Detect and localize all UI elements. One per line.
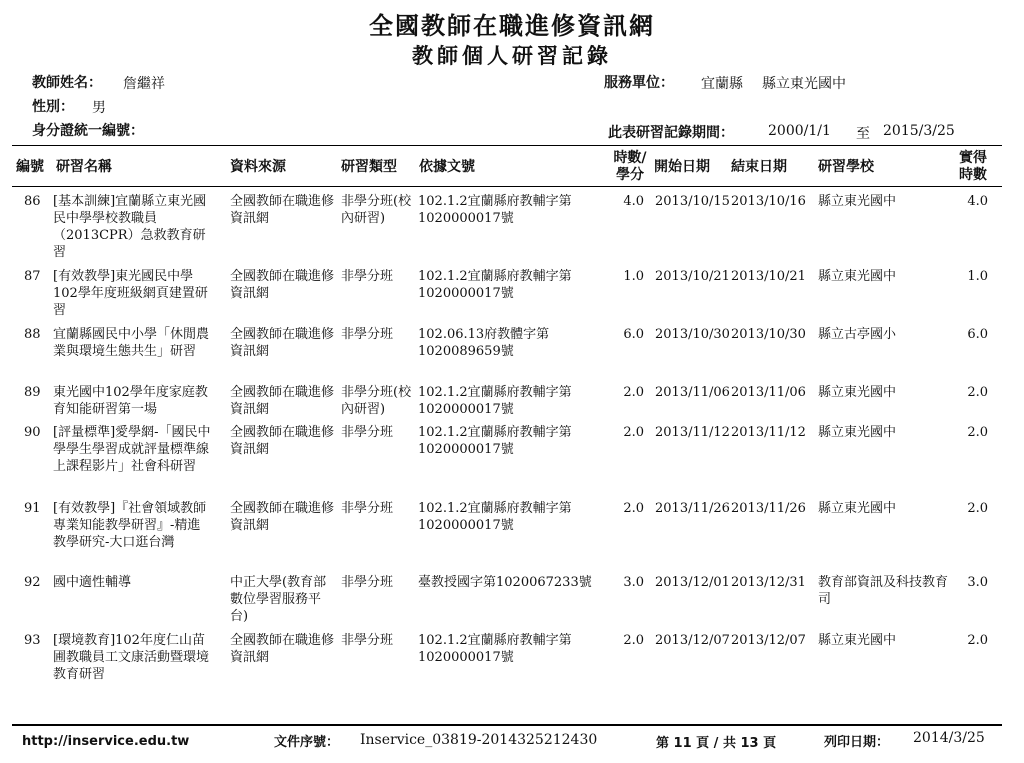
row-no: 88 (24, 327, 41, 342)
col-hours-line1: 時數/ (613, 150, 647, 166)
row-actual: 6.0 (967, 327, 988, 342)
row-name: 東光國中102學年度家庭教育知能研習第一場 (53, 385, 208, 417)
row-school: 縣立東光國中 (818, 194, 897, 209)
row-hours: 4.0 (623, 194, 644, 209)
row-end: 2013/10/21 (731, 269, 806, 284)
row-school: 縣立東光國中 (818, 269, 897, 284)
row-name: 國中適性輔導 (53, 575, 132, 590)
footer-print-date: 2014/3/25 (913, 730, 985, 746)
unit-school: 縣立東光國中 (762, 76, 846, 92)
period-to: 至 (856, 126, 870, 142)
row-hours: 3.0 (623, 575, 644, 590)
table-header-rule (12, 186, 1002, 187)
col-hours (610, 150, 650, 184)
row-actual: 4.0 (967, 194, 988, 209)
row-type: 非學分班 (341, 327, 394, 342)
row-type: 非學分班 (341, 425, 394, 440)
row-source: 全國教師在職進修資訊網 (230, 425, 335, 457)
row-no: 86 (24, 194, 41, 209)
row-doc: 102.1.2宜蘭縣府教輔字第1020000017號 (418, 385, 572, 417)
row-type: 非學分班 (341, 633, 394, 648)
row-start: 2013/12/07 (655, 633, 730, 648)
col-doc: 依據文號 (419, 159, 475, 175)
footer-print-label: 列印日期： (824, 735, 890, 750)
row-hours: 1.0 (623, 269, 644, 284)
col-type: 研習類型 (341, 159, 397, 175)
col-actual-line1: 實得 (959, 150, 987, 166)
row-no: 90 (24, 425, 41, 440)
period-end: 2015/3/25 (883, 123, 955, 139)
row-end: 2013/12/31 (731, 575, 806, 590)
row-hours: 2.0 (623, 633, 644, 648)
row-school: 縣立東光國中 (818, 633, 897, 648)
row-hours: 2.0 (623, 501, 644, 516)
row-hours: 2.0 (623, 425, 644, 440)
col-school: 研習學校 (818, 159, 874, 175)
row-hours: 6.0 (623, 327, 644, 342)
row-no: 87 (24, 269, 41, 284)
row-doc: 102.1.2宜蘭縣府教輔字第1020000017號 (418, 501, 572, 533)
row-end: 2013/10/30 (731, 327, 806, 342)
row-name: [有效教學]『社會領域教師專業知能教學研習』-精進教學研究-大口逛台灣 (53, 501, 207, 550)
row-name: [基本訓練]宜蘭縣立東光國民中學學校教職員（2013CPR）急救教育研習 (53, 194, 207, 260)
row-school: 縣立東光國中 (818, 501, 897, 516)
doc-title: 教師個人研習記錄 (412, 43, 612, 68)
footer-url: http://inservice.edu.tw (22, 734, 190, 749)
id-label: 身分證統一編號： (32, 123, 144, 139)
row-source: 全國教師在職進修資訊網 (230, 501, 335, 533)
row-source: 全國教師在職進修資訊網 (230, 385, 335, 417)
row-doc: 臺教授國字第1020067233號 (418, 575, 592, 590)
row-source: 全國教師在職進修資訊網 (230, 327, 335, 359)
row-source: 中正大學(教育部數位學習服務平台) (230, 575, 327, 624)
row-source: 全國教師在職進修資訊網 (230, 194, 335, 226)
row-no: 92 (24, 575, 41, 590)
row-doc: 102.06.13府教體字第1020089659號 (418, 327, 550, 359)
row-school: 縣立古亭國小 (818, 327, 897, 342)
name-value: 詹繼祥 (123, 76, 165, 92)
row-start: 2013/10/15 (655, 194, 730, 209)
row-start: 2013/10/21 (655, 269, 730, 284)
col-start: 開始日期 (654, 159, 710, 175)
col-actual (955, 150, 991, 184)
row-start: 2013/10/30 (655, 327, 730, 342)
gender-value: 男 (92, 100, 106, 116)
gender-label: 性別： (32, 99, 74, 115)
col-hours-line2: 學分 (616, 167, 644, 183)
row-no: 91 (24, 501, 41, 516)
row-school: 縣立東光國中 (818, 385, 897, 400)
row-type: 非學分班(校內研習) (341, 385, 412, 417)
row-start: 2013/11/26 (655, 501, 730, 516)
row-no: 89 (24, 385, 41, 400)
unit-label: 服務單位： (604, 75, 674, 91)
row-doc: 102.1.2宜蘭縣府教輔字第1020000017號 (418, 633, 572, 665)
col-no: 編號 (16, 159, 44, 175)
col-name: 研習名稱 (56, 159, 112, 175)
row-type: 非學分班 (341, 269, 394, 284)
col-source: 資料來源 (230, 159, 286, 175)
row-name: [有效教學]東光國民中學102學年度班級網頁建置研習 (53, 269, 208, 318)
footer-page-info: 第 11 頁 / 共 13 頁 (656, 736, 777, 751)
period-label: 此表研習記錄期間： (608, 125, 734, 141)
footer-serial-value: Inservice_03819-2014325212430 (360, 732, 598, 748)
row-actual: 2.0 (967, 385, 988, 400)
row-actual: 2.0 (967, 501, 988, 516)
row-school: 教育部資訊及科技教育司 (818, 575, 949, 607)
row-name: 宜蘭縣國民中小學「休閒農業與環境生態共生」研習 (53, 327, 210, 359)
row-start: 2013/11/06 (655, 385, 730, 400)
row-actual: 2.0 (967, 425, 988, 440)
period-start: 2000/1/1 (768, 123, 831, 139)
site-title: 全國教師在職進修資訊網 (369, 11, 655, 40)
row-actual: 1.0 (967, 269, 988, 284)
row-type: 非學分班 (341, 501, 394, 516)
row-end: 2013/11/26 (731, 501, 806, 516)
col-end: 結束日期 (731, 159, 787, 175)
row-hours: 2.0 (623, 385, 644, 400)
row-end: 2013/11/06 (731, 385, 806, 400)
row-doc: 102.1.2宜蘭縣府教輔字第1020000017號 (418, 194, 572, 226)
row-actual: 3.0 (967, 575, 988, 590)
row-school: 縣立東光國中 (818, 425, 897, 440)
row-doc: 102.1.2宜蘭縣府教輔字第1020000017號 (418, 425, 572, 457)
footer-rule (12, 724, 1002, 726)
row-type: 非學分班 (341, 575, 394, 590)
row-name: [環境教育]102年度仁山苗圃教職員工文康活動暨環境教育研習 (53, 633, 210, 682)
row-doc: 102.1.2宜蘭縣府教輔字第1020000017號 (418, 269, 572, 301)
unit-county: 宜蘭縣 (701, 76, 743, 92)
row-end: 2013/11/12 (731, 425, 806, 440)
row-source: 全國教師在職進修資訊網 (230, 269, 335, 301)
row-end: 2013/12/07 (731, 633, 806, 648)
row-source: 全國教師在職進修資訊網 (230, 633, 335, 665)
row-start: 2013/11/12 (655, 425, 730, 440)
footer-serial-label: 文件序號： (274, 735, 340, 750)
row-actual: 2.0 (967, 633, 988, 648)
row-no: 93 (24, 633, 41, 648)
col-actual-line2: 時數 (959, 167, 987, 183)
row-start: 2013/12/01 (655, 575, 730, 590)
name-label: 教師姓名： (32, 75, 102, 91)
row-end: 2013/10/16 (731, 194, 806, 209)
row-name: [評量標準]愛學網-「國民中學學生學習成就評量標準線上課程影片」社會科研習 (53, 425, 211, 474)
table-top-rule (12, 145, 1002, 146)
row-type: 非學分班(校內研習) (341, 194, 412, 226)
